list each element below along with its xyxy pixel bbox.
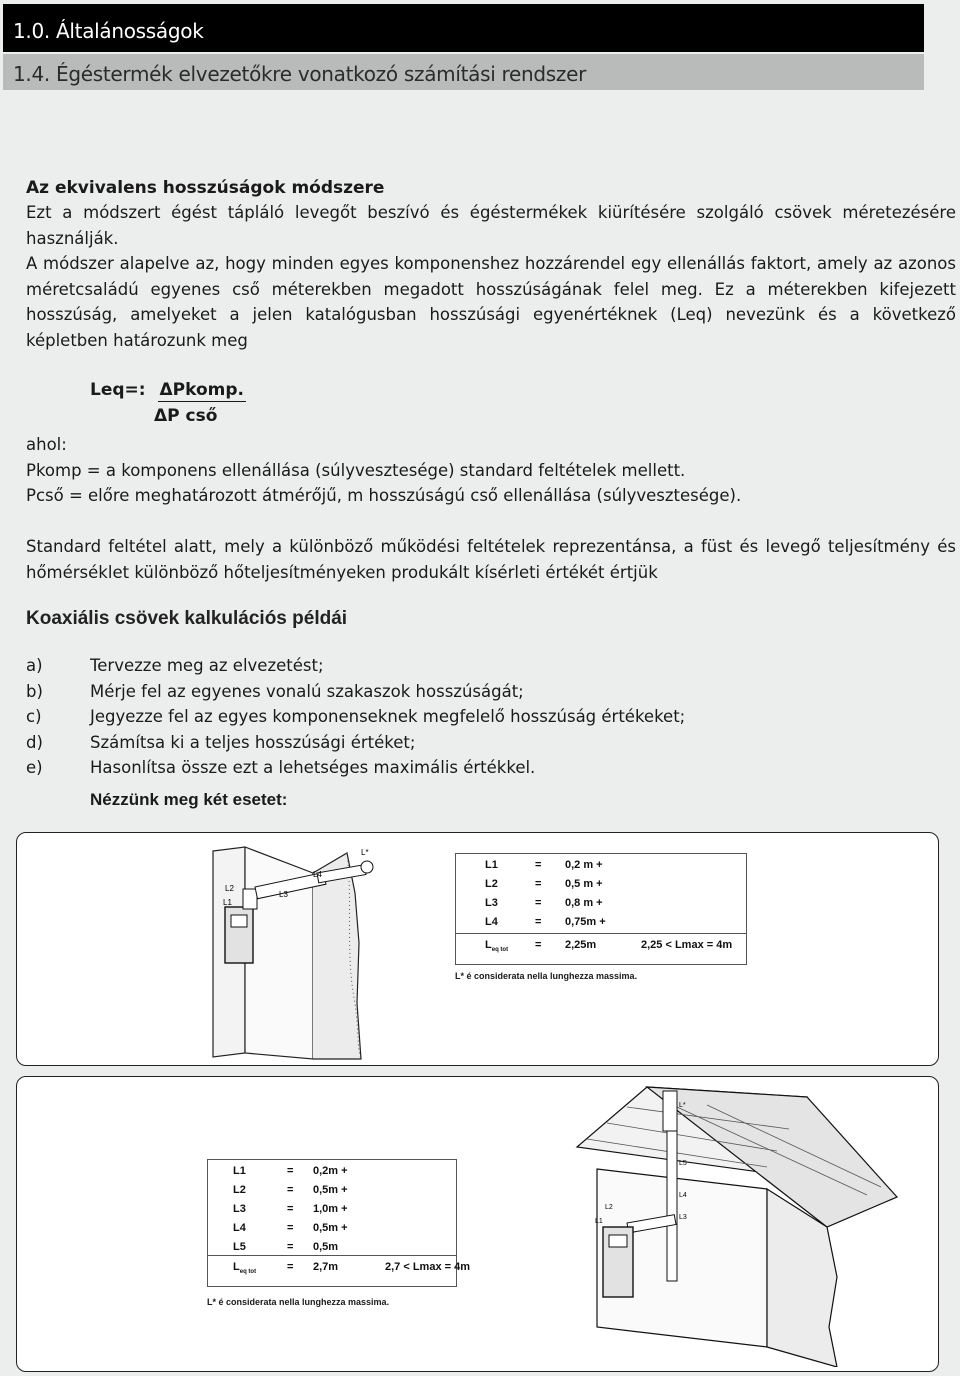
step-label: a) xyxy=(26,656,43,675)
drawing-label-l1-2: L1 xyxy=(595,1218,603,1225)
example1-total-label: $L_{eq tot}$ xyxy=(485,939,509,954)
example2-row-eq: = xyxy=(287,1203,294,1215)
examples-heading: Nézzünk meg két esetet: xyxy=(90,790,288,809)
drawing-label-l2-2: L2 xyxy=(605,1204,613,1211)
example1-total-eq: = xyxy=(535,939,542,951)
formula-numerator: ΔPkomp. xyxy=(159,380,244,400)
section-header-bar xyxy=(3,4,924,52)
coax-heading: Koaxiális csövek kalkulációs példái xyxy=(26,608,348,629)
step-text: Jegyezze fel az egyes komponenseknek megfelelő hosszúság értékeket; xyxy=(90,707,686,726)
drawing-label-l5: L5 xyxy=(679,1160,687,1167)
example2-compare: 2,7 < Lmax = 4m xyxy=(385,1261,470,1273)
drawing-label-l3: L3 xyxy=(279,890,288,899)
example2-total-value: 2,7m xyxy=(313,1261,339,1273)
example1-row-label: L2 xyxy=(485,878,498,890)
example2-row-value: 0,5m + xyxy=(313,1184,348,1196)
example1-table xyxy=(455,853,747,965)
drawing-label-l1: L1 xyxy=(223,898,232,907)
section-title: 1.0. Általánosságok xyxy=(13,19,204,43)
step-text: Számítsa ki a teljes hosszúsági értéket; xyxy=(90,732,416,752)
intro-section xyxy=(26,178,956,353)
example2-row-eq: = xyxy=(287,1165,294,1177)
example2-row-value: 0,5m + xyxy=(313,1222,348,1234)
pcso-definition: Pcső = előre meghatározott átmérőjű, m hosszúságú cső ellenállása (súlyvesztesége). xyxy=(26,486,742,505)
intro-paragraph-1: Ezt a módszert égést tápláló levegőt beszívó és égéstermékek kiürítésére szolgáló csövek méretezésére használják. xyxy=(26,203,956,248)
ahol-label: ahol: xyxy=(26,435,67,454)
example1-row-eq: = xyxy=(535,897,542,909)
example1-row-value: 0,75m + xyxy=(565,916,606,928)
example2-row-label: L4 xyxy=(233,1222,246,1234)
example2-total-label: $L_{eq tot}$ xyxy=(233,1261,257,1276)
example1-total-value: 2,25m xyxy=(565,939,597,951)
drawing-label-l4: L4 xyxy=(313,870,322,879)
standard-paragraph-block xyxy=(26,534,956,585)
example2-row-value: 0,5m xyxy=(313,1241,339,1253)
step-text: Tervezze meg az elvezetést; xyxy=(90,656,324,675)
example2-row-value: 0,2m + xyxy=(313,1165,348,1177)
example2-row-eq: = xyxy=(287,1241,294,1253)
step-text: Mérje fel az egyenes vonalú szakaszok hosszúságát; xyxy=(90,681,524,701)
example1-row-value: 0,2 m + xyxy=(565,859,603,871)
intro-paragraph-2: A módszer alapelve az, hogy minden egyes komponenshez hozzárendel egy ellenállás faktort, amely az azonos méretcsaládú egyenes cső méterekben megadott hosszúságának felel meg. Ez a méterekben kifejezett hosszúság, amelyeket a jelen katalógusban hosszúsági egyenértéknek (Leq) nevezünk és a következő képletben határozunk meg xyxy=(26,254,956,350)
step-label: e) xyxy=(26,758,43,777)
standard-paragraph: Standard feltétel alatt, mely a különböző működési feltételek reprezentánsa, a füst és levegő teljesítmény és hőmérséklet különböző hőteljesítményeken produkált kísérleti értékét értjük xyxy=(26,537,956,582)
drawing-label-l2: L2 xyxy=(225,884,234,893)
example1-figure xyxy=(16,832,939,1066)
example1-row-value: 0,8 m + xyxy=(565,897,603,909)
formula-lhs: Leq=: xyxy=(90,380,146,400)
step-label: d) xyxy=(26,732,43,752)
drawing-label-lstar-2: L* xyxy=(679,1102,686,1109)
formula-denominator: ΔP cső xyxy=(154,406,218,426)
example1-row-eq: = xyxy=(535,878,542,890)
subsection-title: 1.4. Égéstermék elvezetőkre vonatkozó számítási rendszer xyxy=(13,62,587,86)
example2-drawing xyxy=(567,1077,927,1367)
drawing-label-lstar: L* xyxy=(361,848,369,857)
step-text: Hasonlítsa össze ezt a lehetséges maximális értékkel. xyxy=(90,758,536,777)
example1-row-eq: = xyxy=(535,859,542,871)
example2-row-label: L3 xyxy=(233,1203,246,1215)
example1-drawing xyxy=(17,833,437,1063)
subsection-header-bar xyxy=(3,54,924,90)
drawing-label-l4-2: L4 xyxy=(679,1192,687,1199)
example2-table xyxy=(207,1159,470,1287)
example1-compare: 2,25 < Lmax = 4m xyxy=(641,939,733,951)
step-label: c) xyxy=(26,707,42,726)
example2-row-eq: = xyxy=(287,1222,294,1234)
example2-note: L* é considerata nella lunghezza massima. xyxy=(207,1297,390,1307)
drawing-label-l3-2: L3 xyxy=(679,1214,687,1221)
example1-row-value: 0,5 m + xyxy=(565,878,603,890)
example2-row-eq: = xyxy=(287,1184,294,1196)
definitions xyxy=(26,432,956,509)
example1-row-label: L3 xyxy=(485,897,498,909)
pkomp-definition: Pkomp = a komponens ellenállása (súlyvesztesége) standard feltételek mellett. xyxy=(26,460,686,480)
example1-note: L* é considerata nella lunghezza massima. xyxy=(455,971,638,981)
leq-formula xyxy=(90,380,246,426)
example1-row-label: L1 xyxy=(485,859,498,871)
example2-total-eq: = xyxy=(287,1261,294,1273)
example1-row-label: L4 xyxy=(485,916,498,928)
example2-row-label: L1 xyxy=(233,1165,246,1177)
example2-row-value: 1,0m + xyxy=(313,1203,348,1215)
example2-figure xyxy=(16,1076,939,1372)
example1-row-eq: = xyxy=(535,916,542,928)
step-label: b) xyxy=(26,681,43,701)
example2-row-label: L2 xyxy=(233,1184,246,1196)
method-heading: Az ekvivalens hosszúságok módszere xyxy=(26,178,385,198)
example2-row-label: L5 xyxy=(233,1241,246,1253)
